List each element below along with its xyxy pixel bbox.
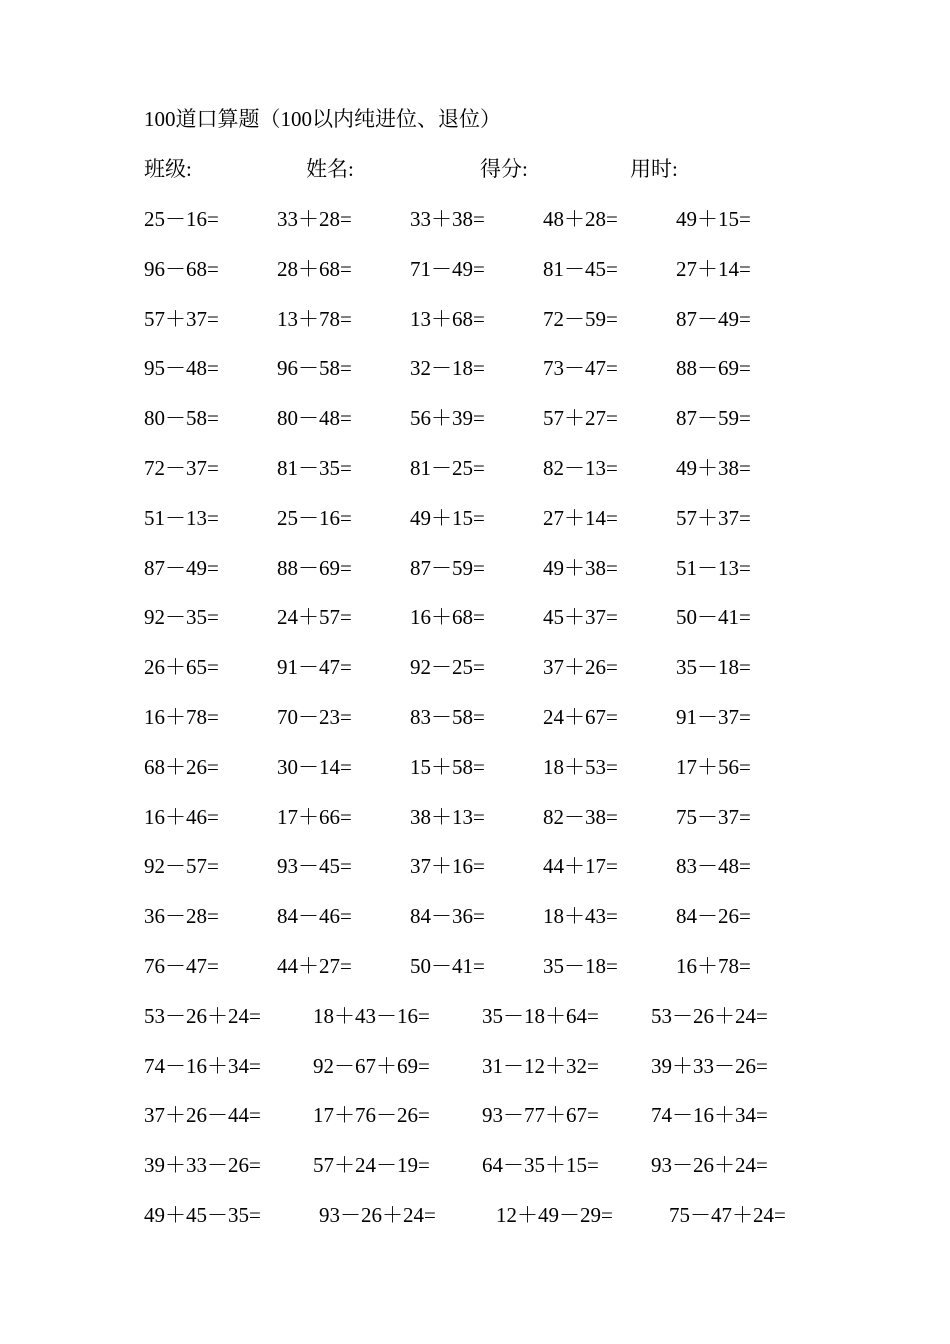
problem: 70－23= (277, 705, 352, 729)
problem: 80－48= (277, 406, 352, 431)
problem: 49＋15= (410, 505, 485, 530)
mixed-problem: 18＋43－16= (313, 1003, 430, 1028)
time-label: 用时: (630, 157, 678, 181)
problem: 72－37= (144, 456, 219, 480)
problem: 87－49= (144, 555, 219, 580)
problem: 87－59= (676, 406, 751, 431)
problem: 56＋39= (410, 406, 485, 431)
problem: 88－69= (277, 555, 352, 580)
problem: 72－59= (543, 306, 618, 331)
mixed-problem: 92－67＋69= (313, 1053, 430, 1078)
problem: 96－68= (144, 256, 219, 281)
problem: 38＋13= (410, 804, 485, 829)
score-label: 得分: (480, 157, 528, 181)
problem: 83－58= (410, 705, 485, 729)
problem: 27＋14= (676, 256, 751, 281)
problem: 71－49= (410, 256, 485, 281)
problem: 27＋14= (543, 505, 618, 530)
problem: 84－26= (676, 904, 751, 929)
problem: 87－59= (410, 555, 485, 580)
mixed-problem: 93－26＋24= (651, 1153, 768, 1178)
problem: 51－13= (676, 555, 751, 580)
problem: 81－35= (277, 456, 352, 480)
problem: 15＋58= (410, 754, 485, 779)
problem: 81－45= (543, 256, 618, 281)
mixed-problem: 74－16＋34= (144, 1053, 261, 1078)
problem: 16＋78= (676, 954, 751, 978)
problem: 18＋43= (543, 904, 618, 929)
problem: 28＋68= (277, 256, 352, 281)
page-title: 100道口算题（100以内纯进位、退位） (144, 107, 501, 131)
problem: 50－41= (410, 954, 485, 978)
problem: 75－37= (676, 804, 751, 829)
problem: 17＋56= (676, 754, 751, 779)
problem: 91－37= (676, 705, 751, 729)
mixed-problem: 64－35＋15= (482, 1153, 599, 1178)
mixed-problem: 93－77＋67= (482, 1103, 599, 1128)
problem: 37＋26= (543, 655, 618, 680)
problem: 84－36= (410, 904, 485, 929)
problem: 57＋37= (676, 505, 751, 530)
problem: 92－57= (144, 854, 219, 879)
mixed-problem: 37＋26－44= (144, 1103, 261, 1128)
mixed-problem: 49＋45－35= (144, 1203, 261, 1227)
problem: 57＋27= (543, 406, 618, 431)
problem: 51－13= (144, 505, 219, 530)
problem: 13＋78= (277, 306, 352, 331)
problem: 33＋28= (277, 207, 352, 231)
problem: 30－14= (277, 754, 352, 779)
mixed-problem: 53－26＋24= (144, 1003, 261, 1028)
problem: 95－48= (144, 356, 219, 381)
problem: 25－16= (277, 505, 352, 530)
problem: 35－18= (676, 655, 751, 680)
problem: 33＋38= (410, 207, 485, 231)
problem: 82－38= (543, 804, 618, 829)
problem: 44＋17= (543, 854, 618, 879)
problem: 25－16= (144, 207, 219, 231)
problem: 88－69= (676, 356, 751, 381)
problem: 26＋65= (144, 655, 219, 680)
mixed-problem: 93－26＋24= (319, 1203, 436, 1227)
problem: 49＋15= (676, 207, 751, 231)
mixed-problem: 39＋33－26= (651, 1053, 768, 1078)
mixed-problem: 39＋33－26= (144, 1153, 261, 1178)
name-label: 姓名: (306, 157, 354, 181)
problem: 49＋38= (676, 456, 751, 480)
problem: 35－18= (543, 954, 618, 978)
problem: 73－47= (543, 356, 618, 381)
mixed-problem: 17＋76－26= (313, 1103, 430, 1128)
problem: 84－46= (277, 904, 352, 929)
problem: 92－35= (144, 605, 219, 630)
problem: 87－49= (676, 306, 751, 331)
problem: 44＋27= (277, 954, 352, 978)
problem: 16＋46= (144, 804, 219, 829)
problem: 36－28= (144, 904, 219, 929)
problem: 76－47= (144, 954, 219, 978)
mixed-problem: 31－12＋32= (482, 1053, 599, 1078)
mixed-problem: 53－26＋24= (651, 1003, 768, 1028)
problem: 13＋68= (410, 306, 485, 331)
problem: 80－58= (144, 406, 219, 431)
problem: 32－18= (410, 356, 485, 381)
problem: 45＋37= (543, 605, 618, 630)
problem: 24＋67= (543, 705, 618, 729)
problem: 93－45= (277, 854, 352, 879)
problem: 18＋53= (543, 754, 618, 779)
problem: 48＋28= (543, 207, 618, 231)
problem: 16＋78= (144, 705, 219, 729)
problem: 24＋57= (277, 605, 352, 630)
mixed-problem: 35－18＋64= (482, 1003, 599, 1028)
problem: 37＋16= (410, 854, 485, 879)
problem: 83－48= (676, 854, 751, 879)
problem: 50－41= (676, 605, 751, 630)
problem: 57＋37= (144, 306, 219, 331)
class-label: 班级: (144, 157, 192, 181)
problem: 17＋66= (277, 804, 352, 829)
problem: 82－13= (543, 456, 618, 480)
mixed-problem: 75－47＋24= (669, 1203, 786, 1227)
problem: 49＋38= (543, 555, 618, 580)
problem: 81－25= (410, 456, 485, 480)
problem: 92－25= (410, 655, 485, 680)
problem: 16＋68= (410, 605, 485, 630)
mixed-problem: 74－16＋34= (651, 1103, 768, 1128)
mixed-problem: 57＋24－19= (313, 1153, 430, 1178)
problem: 68＋26= (144, 754, 219, 779)
problem: 96－58= (277, 356, 352, 381)
mixed-problem: 12＋49－29= (496, 1203, 613, 1227)
problem: 91－47= (277, 655, 352, 680)
